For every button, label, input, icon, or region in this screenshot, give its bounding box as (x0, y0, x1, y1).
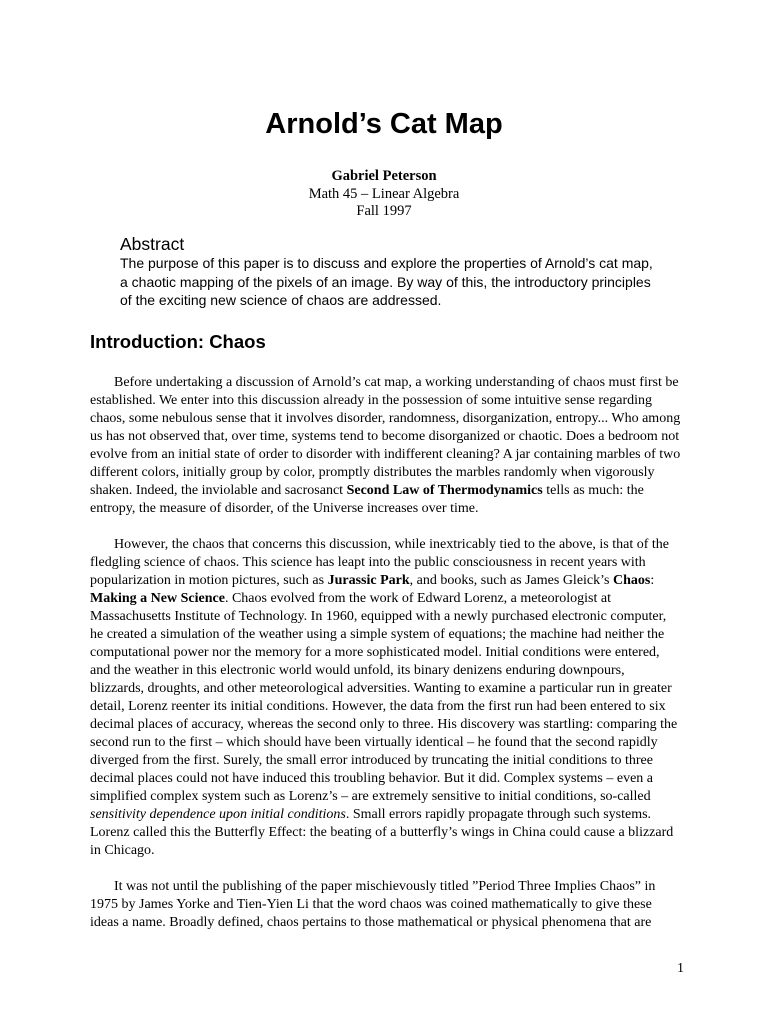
paragraph-2 (90, 536, 682, 860)
byline (0, 168, 768, 221)
text-run: Before undertaking a discussion of Arnold’s cat map, a working understanding of chaos must first be established. We enter into this discussion already in the possession of some intuitive sense regarding chaos, some nebulous sense that it involves disorder, randomness, disorganization, entropy... Who among us has not observed that, over time, systems tend to become disorganized or chaotic. Does a bedroom not evolve from an initial state of order to disorder with indifferent cleaning? A jar containing marbles of two different colors, initially group by color, promptly distributes the marbles randomly when vigorously shaken. Indeed, the inviolable and sacrosanct (90, 375, 681, 498)
text-run: : (650, 573, 655, 588)
italic-term: sensitivity dependence upon initial conditions (90, 807, 346, 822)
page-number: 1 (677, 961, 684, 976)
term: Fall 1997 (356, 203, 412, 219)
bold-term: Chaos (612, 573, 651, 588)
bold-term: Making a New Science (90, 591, 225, 606)
abstract-heading: Abstract (120, 234, 185, 254)
text-run: , and books, such as James Gleick’s (409, 573, 613, 588)
bold-term: Second Law of Thermodynamics (346, 483, 543, 498)
text-run: tells as much: the entropy, the measure of disorder, of the Universe increases over time. (90, 483, 644, 516)
text-run: It was not until the publishing of the paper mischievously titled ”Period Three Implies Chaos” in 1975 by James Yorke and Tien-Yien Li that the word chaos was coined mathematically to give these ideas a name. Broadly defined, chaos pertains to those mathematical or physical phenomena that are (90, 879, 656, 930)
abstract-text: The purpose of this paper is to discuss and explore the properties of Arnold’s cat map, a chaotic mapping of the pixels of an image. By way of this, the introductory principles of the exciting new science of chaos are addressed. (120, 255, 653, 308)
text-run: . Small errors rapidly propagate through such systems. Lorenz called this the Butterfly Effect: the beating of a butterfly’s wings in China could cause a blizzard in Chicago. (90, 807, 674, 858)
author-name: Gabriel Peterson (331, 168, 437, 184)
text-run: . Chaos evolved from the work of Edward Lorenz, a meteorologist at Massachusetts Institute of Technology. In 1960, equipped with a newly purchased electronic computer, he created a simulation of the weather using a simple system of equations; the machine had neither the computational power nor the memory for a more sophisticated model. Initial conditions were entered, and the weather in this electronic world would unfold, its binary denizens enduring downpours, blizzards, droughts, and other meteorological adversities. Wanting to examine a particular run in greater detail, Lorenz reenter its initial conditions. However, the data from the first run had been entered to six decimal places of accuracy, whereas the second only to three. His discovery was startling: comparing the second run to the first – which should have been virtually identical – he found that the second rapidly diverged from the first. Surely, the small error introduced by truncating the initial conditions to three decimal places could not have induced this troubling behavior. But it did. Complex systems – even a simplified complex system such as Lorenz’s – are extremely sensitive to initial conditions, so-called (90, 591, 678, 804)
body-text (90, 374, 682, 950)
paragraph-3 (90, 878, 682, 932)
text-run: However, the chaos that concerns this discussion, while inextricably tied to the above, is that of the fledgling science of chaos. This science has leapt into the public consciousness in recent years with popularization in motion pictures, such as (90, 537, 670, 588)
section-heading-introduction: Introduction: Chaos (90, 331, 266, 352)
paper-title: Arnold’s Cat Map (265, 108, 503, 140)
bold-term: Jurassic Park (327, 573, 410, 588)
abstract (120, 234, 660, 310)
paragraph-1 (90, 374, 682, 518)
course-name: Math 45 – Linear Algebra (308, 185, 460, 202)
